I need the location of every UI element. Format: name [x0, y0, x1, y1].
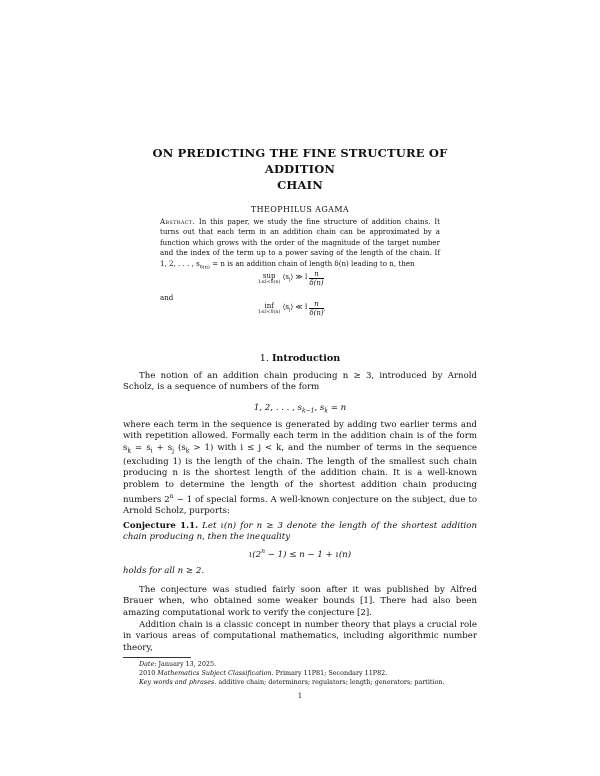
p2-sub-i: i: [150, 447, 153, 455]
eq1-rel: ⟩ ≫ l: [290, 273, 308, 282]
conj-disp-sup: n: [261, 548, 265, 555]
intro-paragraph-2: [123, 420, 477, 518]
section-heading: [0, 353, 600, 364]
date-value: : January 13, 2025.: [154, 660, 217, 668]
eq1-sub-l: l: [288, 278, 291, 284]
paragraph-3: The conjecture was studied fairly soon after it was published by Alfred Brauer when, who obtained some weaker bounds [1]. There had also been amazing computational work to verify the conjecture [2].: [123, 585, 477, 618]
abstract-text: In this paper, we study the fine structure of addition chains. It turns out that each term in an addition chain can be approximated by a function which grows with the order of the magnitude of the target number and the index of the term up to a power saving of the length of the chain. If 1, 2, . . . , s: [160, 217, 440, 268]
abstract-label: Abstract.: [160, 217, 196, 226]
conjecture-display: [123, 548, 477, 560]
seq-sub-k-minus-1: k−1: [301, 407, 315, 415]
display-sequence: [123, 403, 477, 415]
eq2-operator: inf: [264, 301, 274, 310]
intro-paragraph-1: The notion of an addition chain producing n ≥ 3, introduced by Arnold Scholz, is a sequence of numbers of the form: [123, 371, 477, 393]
p2-text-c: + s: [152, 442, 173, 453]
conjecture-after: holds for all n ≥ 2.: [123, 566, 205, 576]
eq1-frac-den: δ(n): [309, 279, 324, 287]
paper-title: [120, 145, 480, 193]
conjecture-label: Conjecture 1.1.: [123, 521, 199, 531]
eq1-frac-num: n: [309, 270, 323, 279]
footnote-rule: [123, 657, 191, 658]
conjecture: [123, 521, 477, 544]
section-number: 1.: [259, 353, 269, 364]
footnote-date: [123, 660, 483, 669]
conjecture-text: Let ι(n) for n ≥ 3 denote the length of the shortest addition chain producing n, then the inequality: [123, 521, 477, 543]
seq-mid: , s: [314, 403, 325, 413]
conj-disp-a: ι(2: [248, 549, 262, 560]
title-line-1: ON PREDICTING THE FINE STRUCTURE OF ADDITION: [152, 146, 448, 176]
eq2-frac-num: n: [309, 300, 323, 309]
eq2-frac-den: δ(n): [309, 309, 324, 317]
msc-label: Mathematics Subject Classification: [157, 669, 272, 677]
conj-disp-rest: − 1) ≤ n − 1 + ι(n): [264, 549, 352, 560]
p2-text-d: (s: [174, 442, 186, 453]
abstract-sub: δ(n): [199, 264, 210, 271]
p2-text-b: = s: [131, 442, 151, 453]
p2-sub-j: j: [172, 447, 175, 455]
eq2-sub-l: l: [288, 308, 291, 314]
eq2-rel: ⟩ ≪ l: [290, 303, 308, 312]
seq-tail: = n: [327, 403, 347, 413]
p2-text-a: where each term in the sequence is generated by adding two earlier terms and with repetition allowed. Formally each term in the addition chain is of the form s: [123, 420, 477, 453]
eq2-end: .: [323, 304, 326, 313]
seq-start: 1, 2, . . . , s: [253, 403, 302, 413]
eq2-body: ⟨s: [282, 303, 289, 312]
footnote-msc: [123, 669, 483, 678]
section-title: Introduction: [271, 353, 341, 364]
kw-label: Key words and phrases: [139, 678, 215, 686]
eq1-body: ⟨s: [282, 273, 289, 282]
p2-text-f: − 1 of special forms. A well-known conjecture on the subject, due to Arnold Scholz, purports:: [123, 495, 477, 517]
eq2-range: 1≤l<δ(n): [258, 309, 281, 315]
p2-sub-k2: k: [185, 447, 190, 455]
author: THEOPHILUS AGAMA: [250, 205, 350, 214]
page-number: 1: [297, 692, 303, 700]
abstract-equation-inf: [258, 300, 326, 317]
seq-sub-k: k: [324, 407, 328, 415]
eq1-operator: sup: [262, 271, 276, 280]
abstract-and: and: [160, 293, 174, 302]
abstract-equation-sup: [258, 270, 324, 287]
msc-value: . Primary 11P81; Secondary 11P82.: [271, 669, 388, 677]
footnote-keywords: [123, 678, 483, 687]
paragraph-4: Addition chain is a classic concept in number theory that plays a crucial role in various areas of computational mathematics, including algorithmic number theory,: [123, 620, 477, 653]
title-line-2: CHAIN: [277, 178, 323, 192]
abstract: [160, 217, 440, 272]
date-label: Date: [139, 660, 155, 668]
msc-prefix: 2010: [139, 669, 158, 677]
kw-value: . additive chain; determiners; regulators; length; generators; partition.: [214, 678, 445, 686]
abstract-text-cont: = n is an addition chain of length δ(n) leading to n, then: [209, 258, 415, 268]
p2-sup-n: n: [169, 493, 174, 501]
p2-text-e: > 1) with i ≤ j < k, and the number of terms in the sequence (excluding 1) is the length of the chain. The length of the smallest such chain producing n is the shortest length of the addition chain. It is a well-known problem to determine the length of the shortest addition chain producing numbers 2: [123, 442, 478, 506]
eq1-range: 1≤l<δ(n): [258, 279, 281, 285]
p2-sub-k: k: [127, 447, 132, 455]
